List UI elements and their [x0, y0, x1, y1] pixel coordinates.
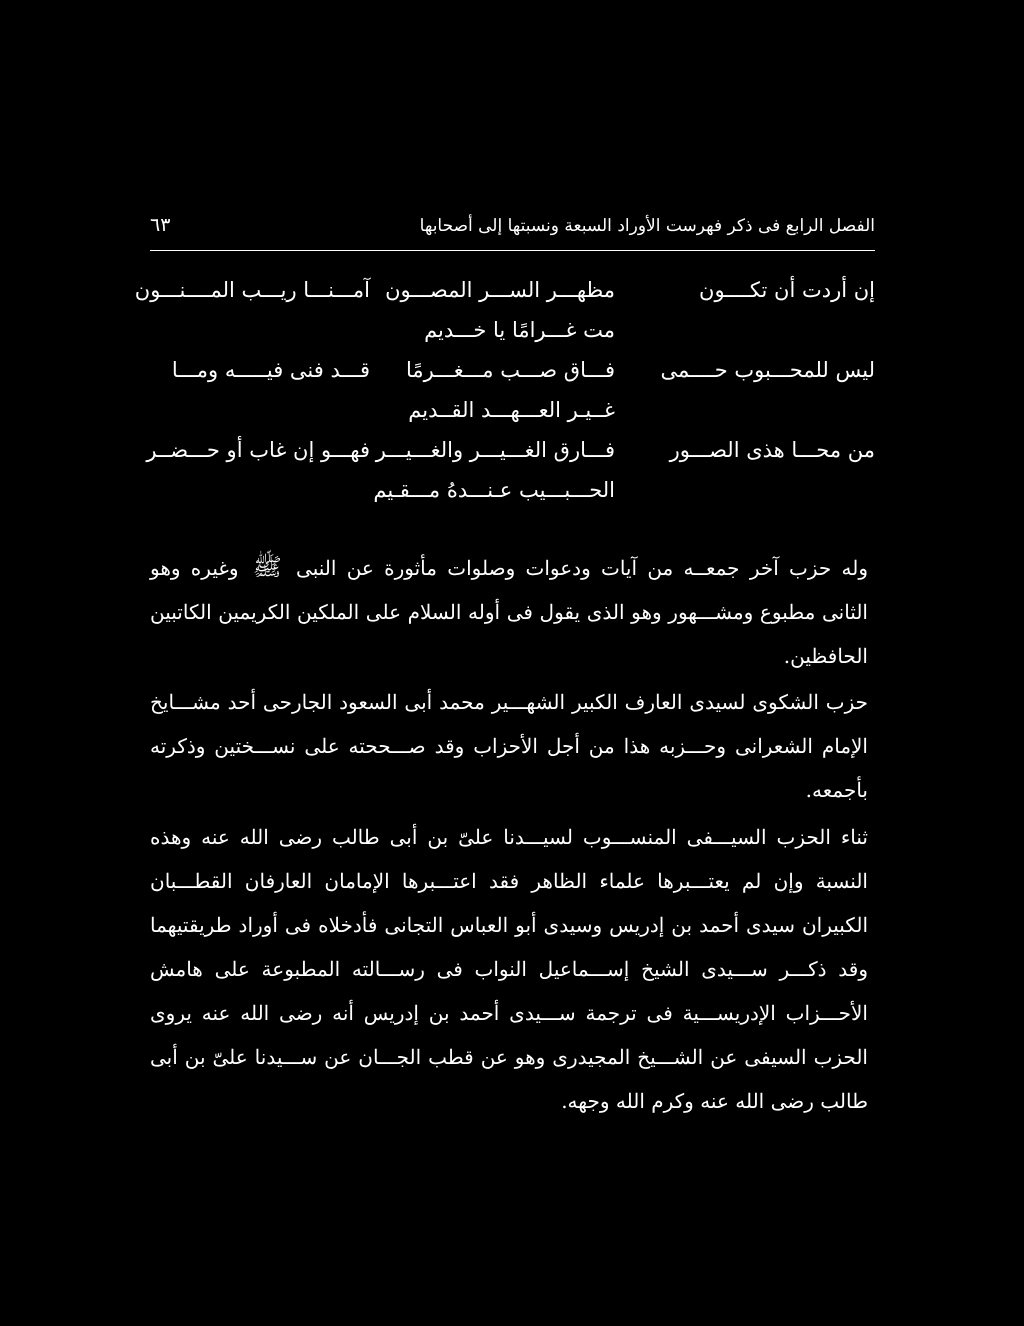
poem-row	[150, 472, 875, 512]
poem-row	[150, 392, 875, 432]
page-number: ٦٣	[150, 214, 171, 236]
poem-row	[150, 352, 875, 392]
poem-hemistich: قـــد فنى فيـــــه ومـــا	[171, 358, 370, 382]
running-header	[150, 212, 875, 248]
paragraph-text: وله حزب آخر جمعــه من آيات ودعوات وصلوات مأثورة عن النبى	[296, 556, 869, 580]
poem	[134, 272, 875, 512]
poem-hemistich: من محـــا هذى الصـــور	[669, 438, 875, 462]
poem-row	[146, 432, 875, 472]
paragraph-text: ثناء الحزب السيـــفى المنســـوب لسيـــدنا علىّ بن أبى طالب رضى الله عنه وهذه النسبة وإن لم يعتـــبرها علماء الظاهر فقد اعتـــبرها الإمامان العارفان القطـــبان الكبيران سيدى أحمد بن إدريس وسيدى أبو العباس التجانى فأدخلاه فى أوراد طريقتيهما وقد ذكـــر ســـيدى الشيخ إســـماعيل النواب فى رســـالته المطبوعة على هامش الأحـــزاب الإدريســـية فى ترجمة ســـيدى أحمد بن إدريس أنه رضى الله عنه يروى الحزب السيفى عن الشـــيخ المجيدرى وهو عن قطب الجـــان عن ســـيدنا علىّ بن أبى طالب رضى الله عنه وكرم الله وجهه.	[150, 825, 868, 1113]
paragraph-hizb-sayfi	[150, 815, 868, 1123]
poem-row	[150, 312, 875, 352]
poem-hemistich: مظهـــر الســـر المصـــون	[385, 278, 615, 302]
poem-row	[134, 272, 875, 312]
poem-hemistich: فـــاق صـــب مـــغـــرمًا	[406, 358, 615, 382]
poem-hemistich: فهـــو إن غاب أو حـــضــر	[146, 438, 370, 462]
paragraph-second-hizb	[150, 545, 868, 678]
salawat-glyph: ﷺ	[252, 553, 282, 581]
poem-hemistich: آمـــنـــا ريـــب المــــنـــون	[134, 278, 370, 302]
poem-hemistich: إن أردت أن تكــــون	[699, 278, 875, 302]
poem-hemistich: مت غـــرامًا يا خـــديم	[424, 318, 615, 342]
poem-hemistich: ليس للمحـــبوب حــــمى	[660, 358, 875, 382]
header-rule	[150, 250, 875, 251]
poem-hemistich: الحـــبـــيب عـنـــدهُ مـــقـيم	[373, 478, 615, 502]
chapter-title: الفصل الرابع فى ذكر فهرست الأوراد السبعة ونسبتها إلى أصحابها	[419, 216, 875, 236]
poem-hemistich: فـــارق الغـــيـــر والغـــيـــر	[375, 438, 615, 462]
poem-hemistich: غــيـر العـــهـــد القــديم	[408, 398, 615, 422]
paragraph-text: حزب الشكوى لسيدى العارف الكبير الشهـــير محمد أبى السعود الجارحى أحد مشـــايخ الإمام الشعرانى وحـــزبه هذا من أجل الأحزاب وقد صـــححته على نســـختين وذكرته بأجمعه.	[150, 690, 868, 802]
paragraph-text: وغيره وهو الثانى مطبوع ومشـــهور وهو الذى يقول فى أوله السلام على الملكين الكريمين الكاتبين الحافظين.	[150, 556, 868, 668]
paragraph-hizb-shakwa	[150, 680, 868, 812]
